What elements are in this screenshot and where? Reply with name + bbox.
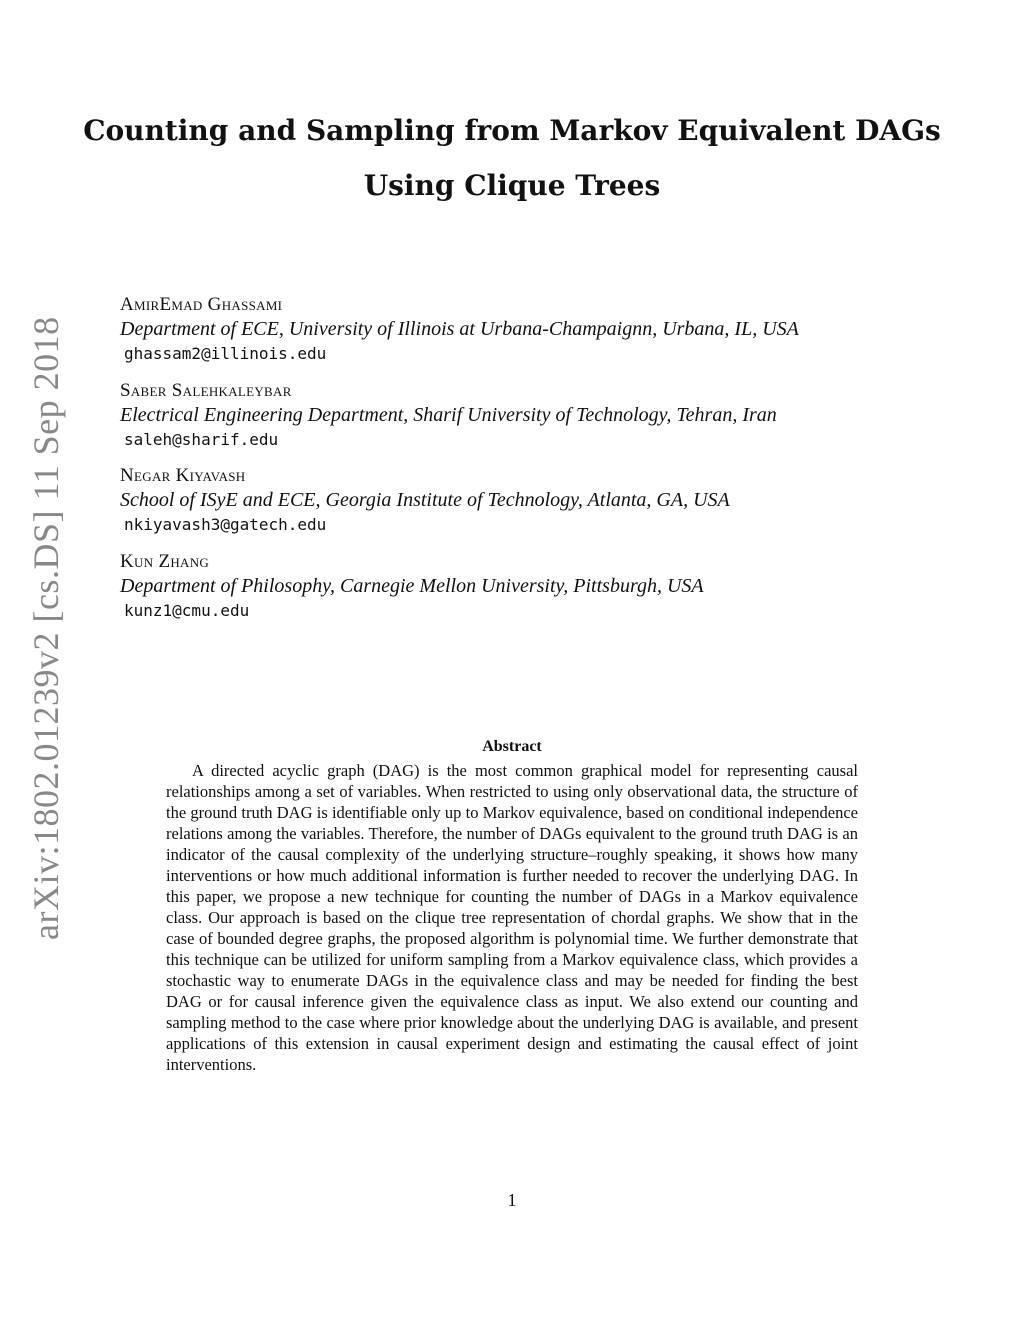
author-email[interactable]: saleh@sharif.edu (124, 430, 279, 449)
paper-title-line-1: Counting and Sampling from Markov Equivalent DAGs (83, 114, 941, 147)
page-number: 1 (507, 1190, 517, 1210)
author-block (120, 551, 920, 623)
author-name: Saber Salehkaleybar (120, 380, 292, 401)
author-name: Negar Kiyavash (120, 465, 246, 486)
author-affiliation: Electrical Engineering Department, Sharif University of Technology, Tehran, Iran (120, 404, 777, 426)
paper-title-line-2: Using Clique Trees (363, 169, 661, 202)
abstract-text: A directed acyclic graph (DAG) is the most common graphical model for representing causal relationships among a set of variables. When restricted to using only observational data, the structure of the ground truth DAG is identifiable only up to Markov equivalence, based on conditional independence relations among the variables. Therefore, the number of DAGs equivalent to the ground truth DAG is an indicator of the causal complexity of the underlying structure–roughly speaking, it shows how many interventions or how much additional information is further needed to recover the underlying DAG. In this paper, we propose a new technique for counting the number of DAGs in a Markov equivalence class. Our approach is based on the clique tree representation of chordal graphs. We show that in the case of bounded degree graphs, the proposed algorithm is polynomial time. We further demonstrate that this technique can be utilized for uniform sampling from a Markov equivalence class, which provides a stochastic way to enumerate DAGs in the equivalence class and may be needed for finding the best DAG or for causal inference given the equivalence class as input. We also extend our counting and sampling method to the case where prior knowledge about the underlying DAG is available, and present applications of this extension in causal experiment design and estimating the causal effect of joint interventions. (166, 761, 858, 1074)
author-name: Kun Zhang (120, 551, 210, 572)
author-email[interactable]: nkiyavash3@gatech.edu (124, 515, 327, 534)
arxiv-identifier: arXiv:1802.01239v2 [cs.DS] 11 Sep 2018 (26, 316, 66, 940)
author-affiliation: School of ISyE and ECE, Georgia Institute of Technology, Atlanta, GA, USA (120, 489, 730, 511)
author-email[interactable]: ghassam2@illinois.edu (124, 344, 327, 363)
author-affiliation: Department of Philosophy, Carnegie Mellon University, Pittsburgh, USA (120, 575, 704, 597)
author-email[interactable]: kunz1@cmu.edu (124, 601, 250, 620)
author-block (120, 465, 920, 537)
author-block (120, 294, 920, 366)
abstract-heading: Abstract (482, 738, 542, 755)
author-affiliation: Department of ECE, University of Illinois at Urbana-Champaignn, Urbana, IL, USA (120, 318, 799, 340)
author-block (120, 380, 920, 452)
author-name: AmirEmad Ghassami (120, 294, 283, 315)
